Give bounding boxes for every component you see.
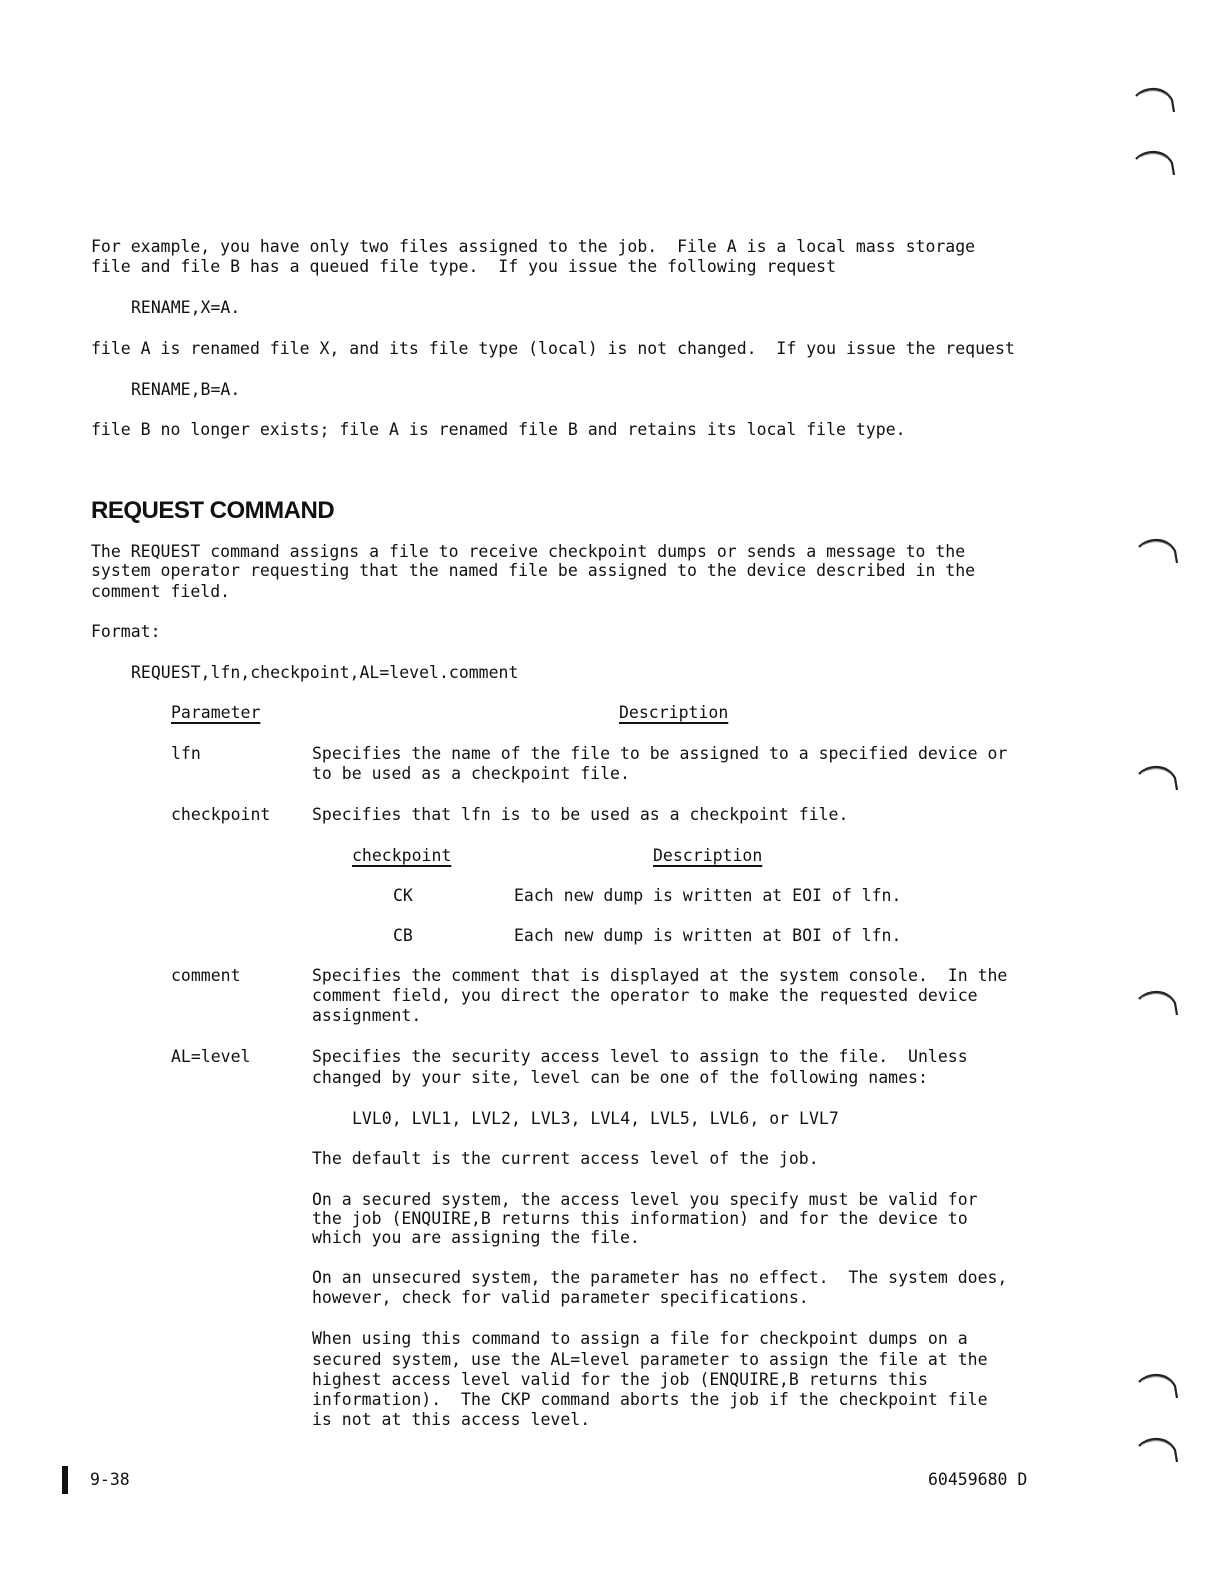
param-lfn-desc-2: to be used as a checkpoint file.: [312, 764, 630, 783]
subtable-desc-cb: Each new dump is written at BOI of lfn.: [514, 926, 902, 945]
checkpoint-note-5: is not at this access level.: [312, 1410, 591, 1429]
example-rename-2: RENAME,B=A.: [131, 380, 241, 399]
section-desc-line-1: The REQUEST command assigns a file to receive checkpoint dumps or sends a message to the: [91, 542, 966, 561]
subtable-desc-ck: Each new dump is written at EOI of lfn.: [514, 886, 902, 905]
subtable-header-description: Description: [653, 846, 763, 865]
binder-hole-mark-icon: [1135, 533, 1181, 573]
example-rename-1: RENAME,X=A.: [131, 298, 241, 317]
format-syntax: REQUEST,lfn,checkpoint,AL=level.comment: [131, 663, 519, 682]
unsecured-note-1: On an unsecured system, the parameter has no effect. The system does,: [312, 1268, 1008, 1287]
format-label: Format:: [91, 622, 161, 641]
binder-hole-mark-icon: [1135, 1368, 1181, 1408]
subtable-code-cb: CB: [393, 926, 413, 945]
param-comment-desc-2: comment field, you direct the operator to make the requested device: [312, 986, 978, 1005]
checkpoint-note-1: When using this command to assign a file for checkpoint dumps on a: [312, 1329, 968, 1348]
column-header-parameter: Parameter: [171, 703, 261, 722]
subtable-code-ck: CK: [393, 886, 413, 905]
binder-hole-mark-icon: [1132, 145, 1178, 185]
param-lfn-desc-1: Specifies the name of the file to be assigned to a specified device or: [312, 744, 1008, 763]
document-number: 60459680 D: [928, 1470, 1028, 1489]
binder-hole-mark-icon: [1132, 82, 1178, 122]
param-checkpoint-desc: Specifies that lfn is to be used as a checkpoint file.: [312, 805, 849, 824]
checkpoint-note-4: information). The CKP command aborts the job if the checkpoint file: [312, 1390, 988, 1409]
subtable-header-checkpoint: checkpoint: [352, 846, 452, 865]
access-level-list: LVL0, LVL1, LVL2, LVL3, LVL4, LVL5, LVL6, or LVL7: [352, 1109, 839, 1128]
binder-hole-mark-icon: [1135, 1432, 1181, 1472]
param-lfn: lfn: [171, 744, 201, 763]
param-al-desc-1: Specifies the security access level to assign to the file. Unless: [312, 1047, 968, 1066]
column-header-description: Description: [619, 703, 729, 722]
param-comment-desc-1: Specifies the comment that is displayed at the system console. In the: [312, 966, 1008, 985]
secured-note-2: the job (ENQUIRE,B returns this information) and for the device to: [312, 1209, 968, 1228]
intro-line-1: For example, you have only two files assigned to the job. File A is a local mass storage: [91, 237, 976, 256]
binder-hole-mark-icon: [1135, 760, 1181, 800]
unsecured-note-2: however, check for valid parameter specifications.: [312, 1288, 809, 1307]
param-checkpoint: checkpoint: [171, 805, 271, 824]
param-al-desc-2: changed by your site, level can be one of the following names:: [312, 1068, 928, 1087]
section-desc-line-3: comment field.: [91, 582, 231, 601]
section-desc-line-2: system operator requesting that the named file be assigned to the device described in the: [91, 561, 976, 580]
binder-hole-mark-icon: [1135, 985, 1181, 1025]
param-al-level: AL=level: [171, 1047, 251, 1066]
checkpoint-note-3: highest access level valid for the job (ENQUIRE,B returns this: [312, 1370, 928, 1389]
default-level-note: The default is the current access level of the job.: [312, 1149, 819, 1168]
change-bar: [62, 1466, 68, 1494]
param-comment-desc-3: assignment.: [312, 1006, 422, 1025]
checkpoint-note-2: secured system, use the AL=level parameter to assign the file at the: [312, 1350, 988, 1369]
intro-paragraph-2: file A is renamed file X, and its file type (local) is not changed. If you issue the request: [91, 339, 1015, 358]
intro-line-2: file and file B has a queued file type. If you issue the following request: [91, 257, 837, 276]
secured-note-1: On a secured system, the access level you specify must be valid for: [312, 1190, 978, 1209]
intro-paragraph-3: file B no longer exists; file A is renamed file B and retains its local file type.: [91, 420, 906, 439]
secured-note-3: which you are assigning the file.: [312, 1228, 640, 1247]
section-heading: REQUEST COMMAND: [91, 497, 335, 524]
param-comment: comment: [171, 966, 241, 985]
page-number: 9-38: [90, 1470, 130, 1489]
